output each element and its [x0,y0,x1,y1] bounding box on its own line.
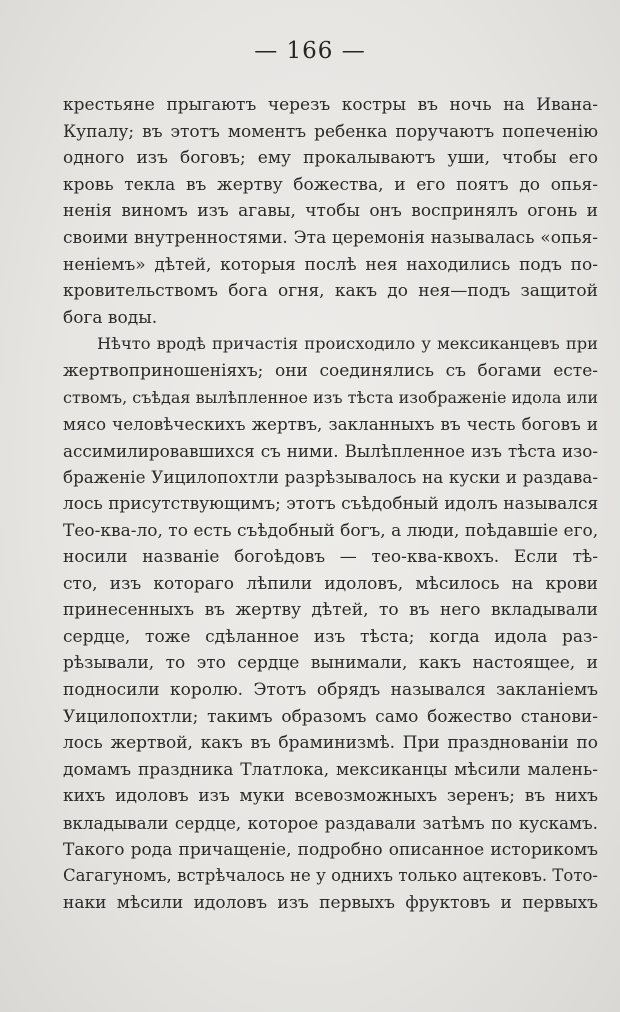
text-line: кихъ идоловъ изъ муки всевозможныхъ зеренъ; въ нихъ [63,786,598,807]
text-line: наки мѣсили идоловъ изъ первыхъ фруктовъ и первыхъ [63,892,598,913]
text-line: кровь текла въ жертву божества, и его поятъ до опья- [63,174,598,195]
text-line: вкладывали сердце, которое раздавали затѣмъ по кускамъ. [63,813,598,834]
text-line: своими внутренностями. Эта церемонія называлась «опья- [63,227,598,248]
text-line: мясо человѣческихъ жертвъ, закланныхъ въ честь боговъ и [63,414,598,435]
text-line: подносили королю. Этотъ обрядъ назывался закланіемъ [63,680,598,701]
text-line: крестьяне прыгаютъ черезъ костры въ ночь на Ивана- [63,95,598,115]
text-line: жертвоприношеніяхъ; они соединялись съ богами есте- [63,360,598,381]
text-line: сто, изъ котораго лѣпили идоловъ, мѣсилось на крови [63,573,598,594]
page-number: — 166 — [254,38,366,64]
body-text [63,92,598,916]
text-line: ассимилировавшихся съ ними. Вылѣпленное изъ тѣста изо- [63,440,598,461]
text-line: рѣзывали, то это сердце вынимали, какъ настоящее, и [63,653,598,674]
text-line: лось присутствующимъ; этотъ съѣдобный идолъ назывался [63,493,599,514]
paragraph [63,331,598,916]
text-line: неніемъ» дѣтей, которыя послѣ нея находились подъ по- [63,254,598,275]
text-line: бога воды. [63,307,158,328]
text-line: ствомъ, съѣдая вылѣпленное изъ тѣста изображеніе идола или [63,387,598,407]
paragraph [63,92,598,331]
text-line: кровительствомъ бога огня, какъ до нея—подъ защитой [63,281,598,302]
text-line: домамъ праздника Тлатлока, мексиканцы мѣсили малень- [63,759,598,780]
text-line: лось жертвой, какъ въ браминизмѣ. При праздновaніи по [63,733,598,754]
text-line: принесенныхъ въ жертву дѣтей, то въ него вкладывали [63,600,598,621]
text-line: Нѣчто вродѣ причастія происходило у мексиканцевъ при [97,334,598,354]
text-line: Такого рода причащеніе, подробно описанное историкомъ [63,839,598,860]
text-line: одного изъ боговъ; ему прокалываютъ уши, чтобы его [63,148,598,169]
text-line: носили названіе богоѣдовъ — тео-ква-квохъ. Если тѣ- [63,547,598,568]
text-line: Тео-ква-ло, то есть съѣдобный богъ, а люди, поѣдавшіе его, [63,520,599,541]
text-line: Уицилопохтли; такимъ образомъ само божество станови- [63,706,598,727]
text-line: сердце, тоже сдѣланное изъ тѣста; когда идола раз- [63,626,598,647]
text-line: Сагагуномъ, встрѣчалось не у однихъ только ацтековъ. Тото- [63,866,598,886]
text-line: браженіе Уицилопохтли разрѣзывалось на куски и раздава- [63,467,598,488]
text-line: Купалу; въ этотъ моментъ ребенка поручаютъ попеченію [63,121,598,142]
text-line: ненія виномъ изъ агавы, чтобы онъ воспринялъ огонь и [63,201,598,222]
